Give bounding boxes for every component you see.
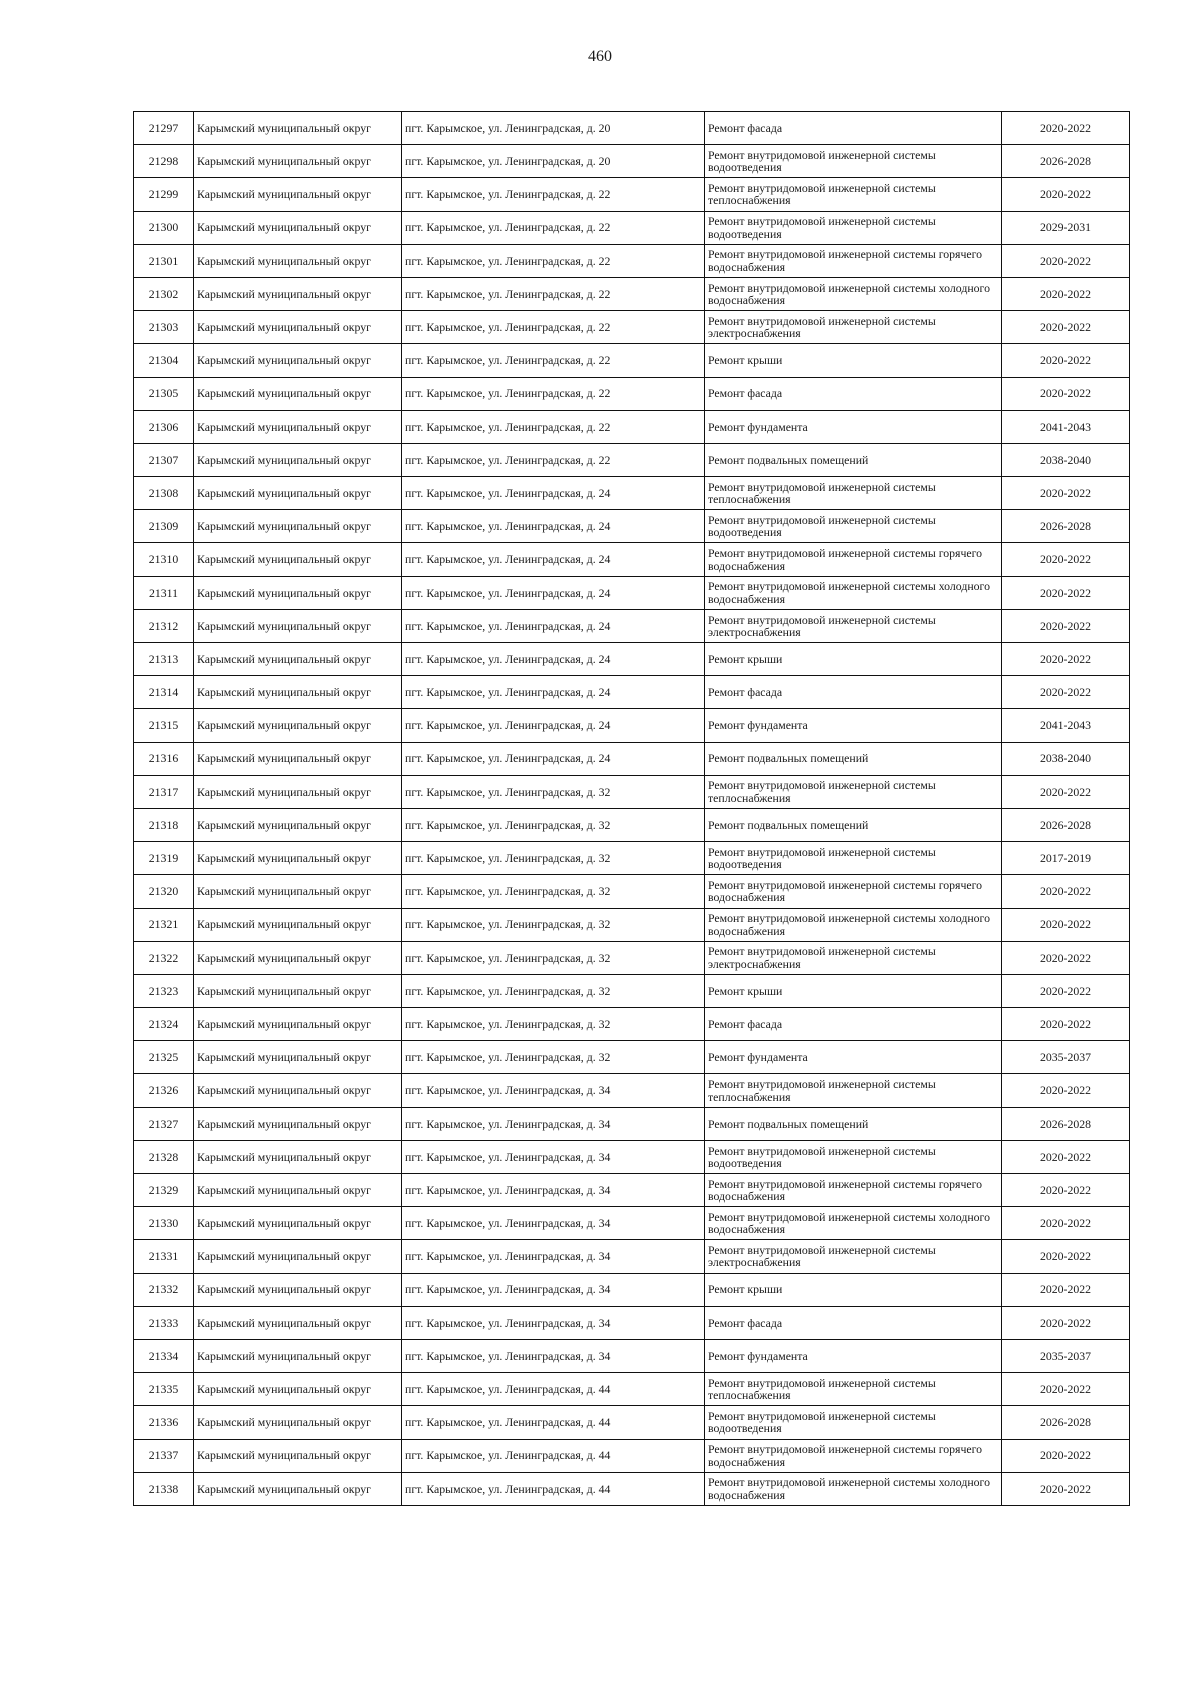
work-type-cell: Ремонт фасада xyxy=(705,676,1002,709)
period-cell: 2020-2022 xyxy=(1002,1306,1130,1339)
address-cell: пгт. Карымское, ул. Ленинградская, д. 22 xyxy=(402,244,705,277)
work-type-cell: Ремонт внутридомовой инженерной системы холодного водоснабжения xyxy=(705,576,1002,609)
district-cell: Карымский муниципальный округ xyxy=(194,211,402,244)
work-type-cell: Ремонт внутридомовой инженерной системы электроснабжения xyxy=(705,1240,1002,1273)
row-number: 21297 xyxy=(134,112,194,145)
table-row xyxy=(134,1174,1130,1207)
table-row xyxy=(134,178,1130,211)
period-cell: 2020-2022 xyxy=(1002,1008,1130,1041)
address-cell: пгт. Карымское, ул. Ленинградская, д. 24 xyxy=(402,510,705,543)
work-type-cell: Ремонт внутридомовой инженерной системы теплоснабжения xyxy=(705,775,1002,808)
address-cell: пгт. Карымское, ул. Ленинградская, д. 32 xyxy=(402,875,705,908)
period-cell: 2020-2022 xyxy=(1002,311,1130,344)
period-cell: 2020-2022 xyxy=(1002,609,1130,642)
period-cell: 2020-2022 xyxy=(1002,543,1130,576)
address-cell: пгт. Карымское, ул. Ленинградская, д. 32 xyxy=(402,908,705,941)
address-cell: пгт. Карымское, ул. Ленинградская, д. 34 xyxy=(402,1306,705,1339)
work-type-cell: Ремонт внутридомовой инженерной системы горячего водоснабжения xyxy=(705,543,1002,576)
table-row xyxy=(134,510,1130,543)
work-type-cell: Ремонт внутридомовой инженерной системы водоотведения xyxy=(705,1406,1002,1439)
work-type-cell: Ремонт внутридомовой инженерной системы горячего водоснабжения xyxy=(705,1174,1002,1207)
district-cell: Карымский муниципальный округ xyxy=(194,277,402,310)
address-cell: пгт. Карымское, ул. Ленинградская, д. 32 xyxy=(402,1008,705,1041)
row-number: 21321 xyxy=(134,908,194,941)
work-type-cell: Ремонт внутридомовой инженерной системы холодного водоснабжения xyxy=(705,1472,1002,1505)
row-number: 21309 xyxy=(134,510,194,543)
repair-schedule-table xyxy=(133,111,1130,1506)
table-row xyxy=(134,1472,1130,1505)
work-type-cell: Ремонт внутридомовой инженерной системы электроснабжения xyxy=(705,311,1002,344)
work-type-cell: Ремонт внутридомовой инженерной системы электроснабжения xyxy=(705,609,1002,642)
row-number: 21313 xyxy=(134,643,194,676)
period-cell: 2020-2022 xyxy=(1002,775,1130,808)
work-type-cell: Ремонт фасада xyxy=(705,112,1002,145)
row-number: 21330 xyxy=(134,1207,194,1240)
table-row xyxy=(134,609,1130,642)
work-type-cell: Ремонт внутридомовой инженерной системы горячего водоснабжения xyxy=(705,1439,1002,1472)
work-type-cell: Ремонт подвальных помещений xyxy=(705,1107,1002,1140)
district-cell: Карымский муниципальный округ xyxy=(194,1207,402,1240)
district-cell: Карымский муниципальный округ xyxy=(194,1008,402,1041)
table-row xyxy=(134,112,1130,145)
district-cell: Карымский муниципальный округ xyxy=(194,1140,402,1173)
period-cell: 2020-2022 xyxy=(1002,1207,1130,1240)
work-type-cell: Ремонт крыши xyxy=(705,344,1002,377)
period-cell: 2020-2022 xyxy=(1002,277,1130,310)
table-row xyxy=(134,410,1130,443)
district-cell: Карымский муниципальный округ xyxy=(194,908,402,941)
work-type-cell: Ремонт подвальных помещений xyxy=(705,443,1002,476)
table-row xyxy=(134,676,1130,709)
period-cell: 2020-2022 xyxy=(1002,1373,1130,1406)
row-number: 21302 xyxy=(134,277,194,310)
address-cell: пгт. Карымское, ул. Ленинградская, д. 32 xyxy=(402,974,705,1007)
period-cell: 2020-2022 xyxy=(1002,1273,1130,1306)
address-cell: пгт. Карымское, ул. Ленинградская, д. 34 xyxy=(402,1207,705,1240)
work-type-cell: Ремонт внутридомовой инженерной системы теплоснабжения xyxy=(705,178,1002,211)
table-row xyxy=(134,1406,1130,1439)
address-cell: пгт. Карымское, ул. Ленинградская, д. 24 xyxy=(402,576,705,609)
district-cell: Карымский муниципальный округ xyxy=(194,178,402,211)
district-cell: Карымский муниципальный округ xyxy=(194,974,402,1007)
district-cell: Карымский муниципальный округ xyxy=(194,1339,402,1372)
work-type-cell: Ремонт фундамента xyxy=(705,1339,1002,1372)
address-cell: пгт. Карымское, ул. Ленинградская, д. 34 xyxy=(402,1074,705,1107)
row-number: 21329 xyxy=(134,1174,194,1207)
row-number: 21332 xyxy=(134,1273,194,1306)
period-cell: 2035-2037 xyxy=(1002,1339,1130,1372)
table-row xyxy=(134,311,1130,344)
period-cell: 2020-2022 xyxy=(1002,576,1130,609)
work-type-cell: Ремонт фундамента xyxy=(705,1041,1002,1074)
address-cell: пгт. Карымское, ул. Ленинградская, д. 22 xyxy=(402,410,705,443)
table-row xyxy=(134,1074,1130,1107)
row-number: 21317 xyxy=(134,775,194,808)
address-cell: пгт. Карымское, ул. Ленинградская, д. 34 xyxy=(402,1273,705,1306)
work-type-cell: Ремонт внутридомовой инженерной системы теплоснабжения xyxy=(705,477,1002,510)
period-cell: 2020-2022 xyxy=(1002,676,1130,709)
table-row xyxy=(134,842,1130,875)
period-cell: 2020-2022 xyxy=(1002,377,1130,410)
address-cell: пгт. Карымское, ул. Ленинградская, д. 34 xyxy=(402,1107,705,1140)
period-cell: 2017-2019 xyxy=(1002,842,1130,875)
row-number: 21303 xyxy=(134,311,194,344)
address-cell: пгт. Карымское, ул. Ленинградская, д. 22 xyxy=(402,311,705,344)
period-cell: 2020-2022 xyxy=(1002,477,1130,510)
period-cell: 2020-2022 xyxy=(1002,941,1130,974)
row-number: 21298 xyxy=(134,145,194,178)
district-cell: Карымский муниципальный округ xyxy=(194,576,402,609)
work-type-cell: Ремонт крыши xyxy=(705,1273,1002,1306)
address-cell: пгт. Карымское, ул. Ленинградская, д. 34 xyxy=(402,1339,705,1372)
row-number: 21301 xyxy=(134,244,194,277)
district-cell: Карымский муниципальный округ xyxy=(194,1306,402,1339)
district-cell: Карымский муниципальный округ xyxy=(194,244,402,277)
district-cell: Карымский муниципальный округ xyxy=(194,609,402,642)
work-type-cell: Ремонт внутридомовой инженерной системы горячего водоснабжения xyxy=(705,875,1002,908)
district-cell: Карымский муниципальный округ xyxy=(194,145,402,178)
table-row xyxy=(134,377,1130,410)
work-type-cell: Ремонт внутридомовой инженерной системы электроснабжения xyxy=(705,941,1002,974)
address-cell: пгт. Карымское, ул. Ленинградская, д. 44 xyxy=(402,1439,705,1472)
address-cell: пгт. Карымское, ул. Ленинградская, д. 24 xyxy=(402,709,705,742)
work-type-cell: Ремонт подвальных помещений xyxy=(705,742,1002,775)
district-cell: Карымский муниципальный округ xyxy=(194,1041,402,1074)
period-cell: 2020-2022 xyxy=(1002,974,1130,1007)
district-cell: Карымский муниципальный округ xyxy=(194,775,402,808)
table-row xyxy=(134,477,1130,510)
row-number: 21318 xyxy=(134,808,194,841)
period-cell: 2038-2040 xyxy=(1002,443,1130,476)
table-row xyxy=(134,1306,1130,1339)
address-cell: пгт. Карымское, ул. Ленинградская, д. 44 xyxy=(402,1373,705,1406)
district-cell: Карымский муниципальный округ xyxy=(194,112,402,145)
address-cell: пгт. Карымское, ул. Ленинградская, д. 32 xyxy=(402,808,705,841)
row-number: 21322 xyxy=(134,941,194,974)
row-number: 21319 xyxy=(134,842,194,875)
address-cell: пгт. Карымское, ул. Ленинградская, д. 20 xyxy=(402,145,705,178)
period-cell: 2041-2043 xyxy=(1002,709,1130,742)
row-number: 21304 xyxy=(134,344,194,377)
work-type-cell: Ремонт фундамента xyxy=(705,709,1002,742)
address-cell: пгт. Карымское, ул. Ленинградская, д. 20 xyxy=(402,112,705,145)
period-cell: 2020-2022 xyxy=(1002,643,1130,676)
row-number: 21327 xyxy=(134,1107,194,1140)
table-row xyxy=(134,1439,1130,1472)
period-cell: 2026-2028 xyxy=(1002,510,1130,543)
row-number: 21335 xyxy=(134,1373,194,1406)
district-cell: Карымский муниципальный округ xyxy=(194,709,402,742)
row-number: 21315 xyxy=(134,709,194,742)
table-row xyxy=(134,244,1130,277)
row-number: 21306 xyxy=(134,410,194,443)
address-cell: пгт. Карымское, ул. Ленинградская, д. 24 xyxy=(402,543,705,576)
work-type-cell: Ремонт фасада xyxy=(705,377,1002,410)
work-type-cell: Ремонт внутридомовой инженерной системы водоотведения xyxy=(705,145,1002,178)
table-row xyxy=(134,1240,1130,1273)
period-cell: 2020-2022 xyxy=(1002,1140,1130,1173)
address-cell: пгт. Карымское, ул. Ленинградская, д. 24 xyxy=(402,477,705,510)
row-number: 21326 xyxy=(134,1074,194,1107)
row-number: 21320 xyxy=(134,875,194,908)
address-cell: пгт. Карымское, ул. Ленинградская, д. 32 xyxy=(402,941,705,974)
district-cell: Карымский муниципальный округ xyxy=(194,808,402,841)
period-cell: 2026-2028 xyxy=(1002,1107,1130,1140)
table-row xyxy=(134,145,1130,178)
period-cell: 2038-2040 xyxy=(1002,742,1130,775)
table-row xyxy=(134,543,1130,576)
address-cell: пгт. Карымское, ул. Ленинградская, д. 32 xyxy=(402,775,705,808)
district-cell: Карымский муниципальный округ xyxy=(194,1373,402,1406)
row-number: 21333 xyxy=(134,1306,194,1339)
address-cell: пгт. Карымское, ул. Ленинградская, д. 22 xyxy=(402,344,705,377)
district-cell: Карымский муниципальный округ xyxy=(194,510,402,543)
address-cell: пгт. Карымское, ул. Ленинградская, д. 44 xyxy=(402,1406,705,1439)
period-cell: 2020-2022 xyxy=(1002,1074,1130,1107)
table-row xyxy=(134,643,1130,676)
row-number: 21300 xyxy=(134,211,194,244)
work-type-cell: Ремонт внутридомовой инженерной системы водоотведения xyxy=(705,510,1002,543)
period-cell: 2020-2022 xyxy=(1002,875,1130,908)
page-number: 460 xyxy=(588,48,612,65)
row-number: 21336 xyxy=(134,1406,194,1439)
table-row xyxy=(134,1273,1130,1306)
work-type-cell: Ремонт внутридомовой инженерной системы водоотведения xyxy=(705,1140,1002,1173)
address-cell: пгт. Карымское, ул. Ленинградская, д. 24 xyxy=(402,643,705,676)
period-cell: 2026-2028 xyxy=(1002,145,1130,178)
row-number: 21310 xyxy=(134,543,194,576)
period-cell: 2026-2028 xyxy=(1002,808,1130,841)
period-cell: 2041-2043 xyxy=(1002,410,1130,443)
table-row xyxy=(134,1107,1130,1140)
period-cell: 2020-2022 xyxy=(1002,1174,1130,1207)
address-cell: пгт. Карымское, ул. Ленинградская, д. 22 xyxy=(402,211,705,244)
address-cell: пгт. Карымское, ул. Ленинградская, д. 22 xyxy=(402,443,705,476)
row-number: 21328 xyxy=(134,1140,194,1173)
row-number: 21325 xyxy=(134,1041,194,1074)
period-cell: 2020-2022 xyxy=(1002,244,1130,277)
address-cell: пгт. Карымское, ул. Ленинградская, д. 32 xyxy=(402,842,705,875)
district-cell: Карымский муниципальный округ xyxy=(194,1406,402,1439)
period-cell: 2035-2037 xyxy=(1002,1041,1130,1074)
period-cell: 2029-2031 xyxy=(1002,211,1130,244)
table-row xyxy=(134,908,1130,941)
row-number: 21337 xyxy=(134,1439,194,1472)
address-cell: пгт. Карымское, ул. Ленинградская, д. 44 xyxy=(402,1472,705,1505)
work-type-cell: Ремонт подвальных помещений xyxy=(705,808,1002,841)
row-number: 21312 xyxy=(134,609,194,642)
table-row xyxy=(134,1041,1130,1074)
period-cell: 2020-2022 xyxy=(1002,908,1130,941)
district-cell: Карымский муниципальный округ xyxy=(194,1439,402,1472)
work-type-cell: Ремонт фасада xyxy=(705,1306,1002,1339)
table-row xyxy=(134,1373,1130,1406)
work-type-cell: Ремонт внутридомовой инженерной системы горячего водоснабжения xyxy=(705,244,1002,277)
work-type-cell: Ремонт внутридомовой инженерной системы водоотведения xyxy=(705,211,1002,244)
district-cell: Карымский муниципальный округ xyxy=(194,1273,402,1306)
work-type-cell: Ремонт внутридомовой инженерной системы холодного водоснабжения xyxy=(705,908,1002,941)
district-cell: Карымский муниципальный округ xyxy=(194,377,402,410)
row-number: 21305 xyxy=(134,377,194,410)
table-row xyxy=(134,443,1130,476)
work-type-cell: Ремонт внутридомовой инженерной системы холодного водоснабжения xyxy=(705,277,1002,310)
table-row xyxy=(134,576,1130,609)
period-cell: 2026-2028 xyxy=(1002,1406,1130,1439)
address-cell: пгт. Карымское, ул. Ленинградская, д. 34 xyxy=(402,1140,705,1173)
district-cell: Карымский муниципальный округ xyxy=(194,344,402,377)
work-type-cell: Ремонт крыши xyxy=(705,974,1002,1007)
period-cell: 2020-2022 xyxy=(1002,1240,1130,1273)
address-cell: пгт. Карымское, ул. Ленинградская, д. 24 xyxy=(402,676,705,709)
table-row xyxy=(134,742,1130,775)
row-number: 21331 xyxy=(134,1240,194,1273)
period-cell: 2020-2022 xyxy=(1002,344,1130,377)
work-type-cell: Ремонт фундамента xyxy=(705,410,1002,443)
district-cell: Карымский муниципальный округ xyxy=(194,543,402,576)
table-row xyxy=(134,1207,1130,1240)
row-number: 21324 xyxy=(134,1008,194,1041)
address-cell: пгт. Карымское, ул. Ленинградская, д. 24 xyxy=(402,742,705,775)
row-number: 21316 xyxy=(134,742,194,775)
address-cell: пгт. Карымское, ул. Ленинградская, д. 22 xyxy=(402,277,705,310)
address-cell: пгт. Карымское, ул. Ленинградская, д. 22 xyxy=(402,178,705,211)
table-row xyxy=(134,1140,1130,1173)
table-row xyxy=(134,1339,1130,1372)
row-number: 21307 xyxy=(134,443,194,476)
work-type-cell: Ремонт внутридомовой инженерной системы водоотведения xyxy=(705,842,1002,875)
table-row xyxy=(134,808,1130,841)
address-cell: пгт. Карымское, ул. Ленинградская, д. 34 xyxy=(402,1174,705,1207)
work-type-cell: Ремонт внутридомовой инженерной системы теплоснабжения xyxy=(705,1373,1002,1406)
table-row xyxy=(134,277,1130,310)
address-cell: пгт. Карымское, ул. Ленинградская, д. 32 xyxy=(402,1041,705,1074)
table-row xyxy=(134,344,1130,377)
district-cell: Карымский муниципальный округ xyxy=(194,410,402,443)
table-row xyxy=(134,974,1130,1007)
district-cell: Карымский муниципальный округ xyxy=(194,742,402,775)
district-cell: Карымский муниципальный округ xyxy=(194,643,402,676)
table-body xyxy=(134,112,1130,1506)
district-cell: Карымский муниципальный округ xyxy=(194,875,402,908)
row-number: 21308 xyxy=(134,477,194,510)
row-number: 21334 xyxy=(134,1339,194,1372)
row-number: 21314 xyxy=(134,676,194,709)
district-cell: Карымский муниципальный округ xyxy=(194,477,402,510)
row-number: 21311 xyxy=(134,576,194,609)
district-cell: Карымский муниципальный округ xyxy=(194,1174,402,1207)
period-cell: 2020-2022 xyxy=(1002,112,1130,145)
district-cell: Карымский муниципальный округ xyxy=(194,311,402,344)
table-row xyxy=(134,941,1130,974)
district-cell: Карымский муниципальный округ xyxy=(194,1074,402,1107)
table-row xyxy=(134,775,1130,808)
table-row xyxy=(134,709,1130,742)
work-type-cell: Ремонт фасада xyxy=(705,1008,1002,1041)
district-cell: Карымский муниципальный округ xyxy=(194,842,402,875)
row-number: 21299 xyxy=(134,178,194,211)
table-row xyxy=(134,211,1130,244)
period-cell: 2020-2022 xyxy=(1002,1472,1130,1505)
district-cell: Карымский муниципальный округ xyxy=(194,1472,402,1505)
district-cell: Карымский муниципальный округ xyxy=(194,1240,402,1273)
table-row xyxy=(134,1008,1130,1041)
row-number: 21338 xyxy=(134,1472,194,1505)
period-cell: 2020-2022 xyxy=(1002,1439,1130,1472)
work-type-cell: Ремонт внутридомовой инженерной системы холодного водоснабжения xyxy=(705,1207,1002,1240)
district-cell: Карымский муниципальный округ xyxy=(194,941,402,974)
district-cell: Карымский муниципальный округ xyxy=(194,443,402,476)
address-cell: пгт. Карымское, ул. Ленинградская, д. 24 xyxy=(402,609,705,642)
address-cell: пгт. Карымское, ул. Ленинградская, д. 22 xyxy=(402,377,705,410)
row-number: 21323 xyxy=(134,974,194,1007)
work-type-cell: Ремонт крыши xyxy=(705,643,1002,676)
work-type-cell: Ремонт внутридомовой инженерной системы теплоснабжения xyxy=(705,1074,1002,1107)
district-cell: Карымский муниципальный округ xyxy=(194,676,402,709)
table-row xyxy=(134,875,1130,908)
district-cell: Карымский муниципальный округ xyxy=(194,1107,402,1140)
address-cell: пгт. Карымское, ул. Ленинградская, д. 34 xyxy=(402,1240,705,1273)
period-cell: 2020-2022 xyxy=(1002,178,1130,211)
